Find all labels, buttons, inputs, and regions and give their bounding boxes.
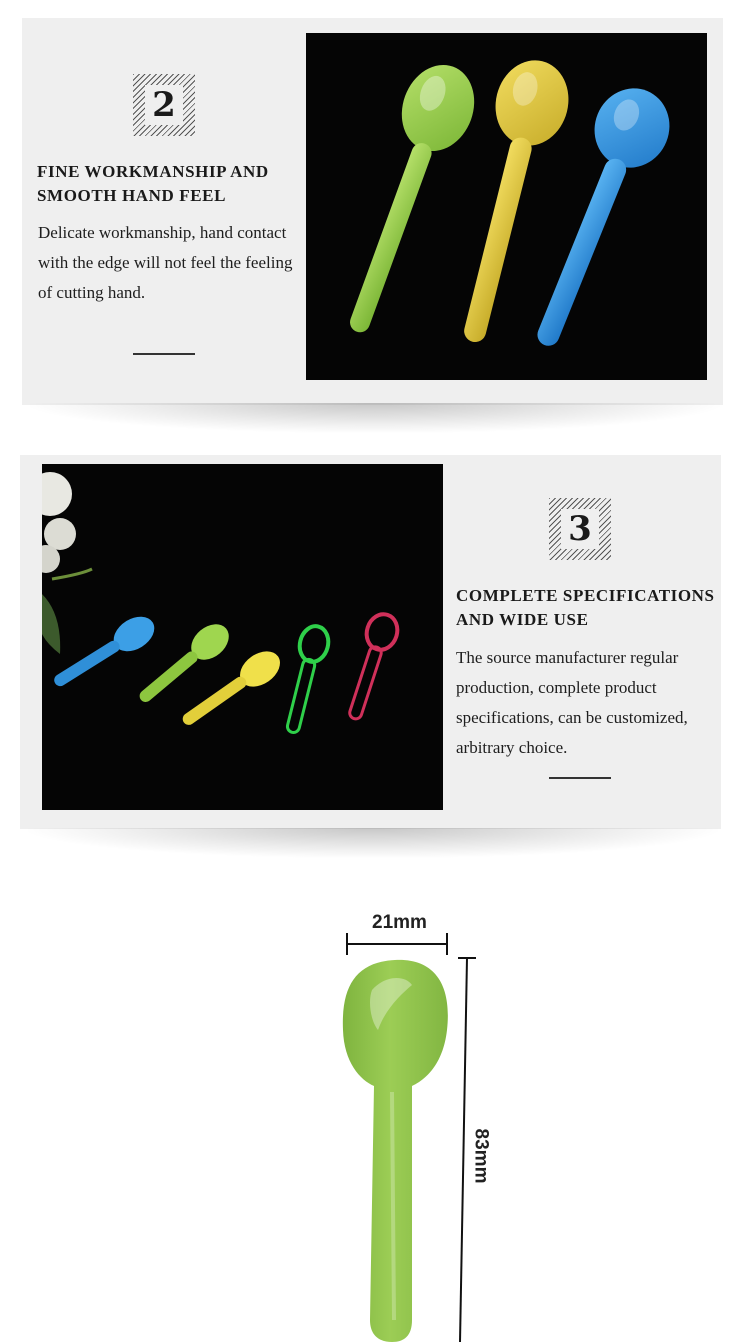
section-description: Delicate workmanship, hand contact with the edge will not feel the feeling of cutting hand. (38, 223, 293, 302)
blue-spoon (47, 610, 160, 696)
section-divider (549, 777, 611, 779)
heading-line: COMPLETE SPECIFICATIONS (456, 586, 715, 605)
heading-line: FINE WORKMANSHIP AND (37, 162, 269, 181)
width-dimension-line (347, 933, 447, 955)
card-shadow (28, 828, 718, 858)
spoons-lineup-illustration (42, 464, 443, 810)
card-shadow (30, 403, 720, 433)
spoons-illustration (306, 33, 707, 380)
section-heading (37, 160, 302, 208)
clear-red-spoon (340, 610, 402, 723)
clear-green-spoon (278, 623, 332, 736)
section-number-badge (549, 498, 611, 560)
section-heading (456, 584, 721, 632)
section-number-badge (133, 74, 195, 136)
width-label: 21mm (372, 912, 427, 933)
section-description: The source manufacturer regular production, complete product specifications, can be customized, arbitrary choice. (456, 648, 688, 757)
green-spoon (324, 55, 486, 344)
section-number: 3 (561, 509, 599, 549)
heading-line: AND WIDE USE (456, 610, 589, 629)
section-divider (133, 353, 195, 355)
product-photo-five-spoons (42, 464, 443, 810)
flower-decoration (42, 472, 92, 654)
heading-line: SMOOTH HAND FEEL (37, 186, 227, 205)
product-photo-three-spoons (306, 33, 707, 380)
length-label: 83mm (470, 1128, 492, 1184)
section-number: 2 (145, 85, 183, 125)
green-spoon-measured (343, 960, 448, 1342)
